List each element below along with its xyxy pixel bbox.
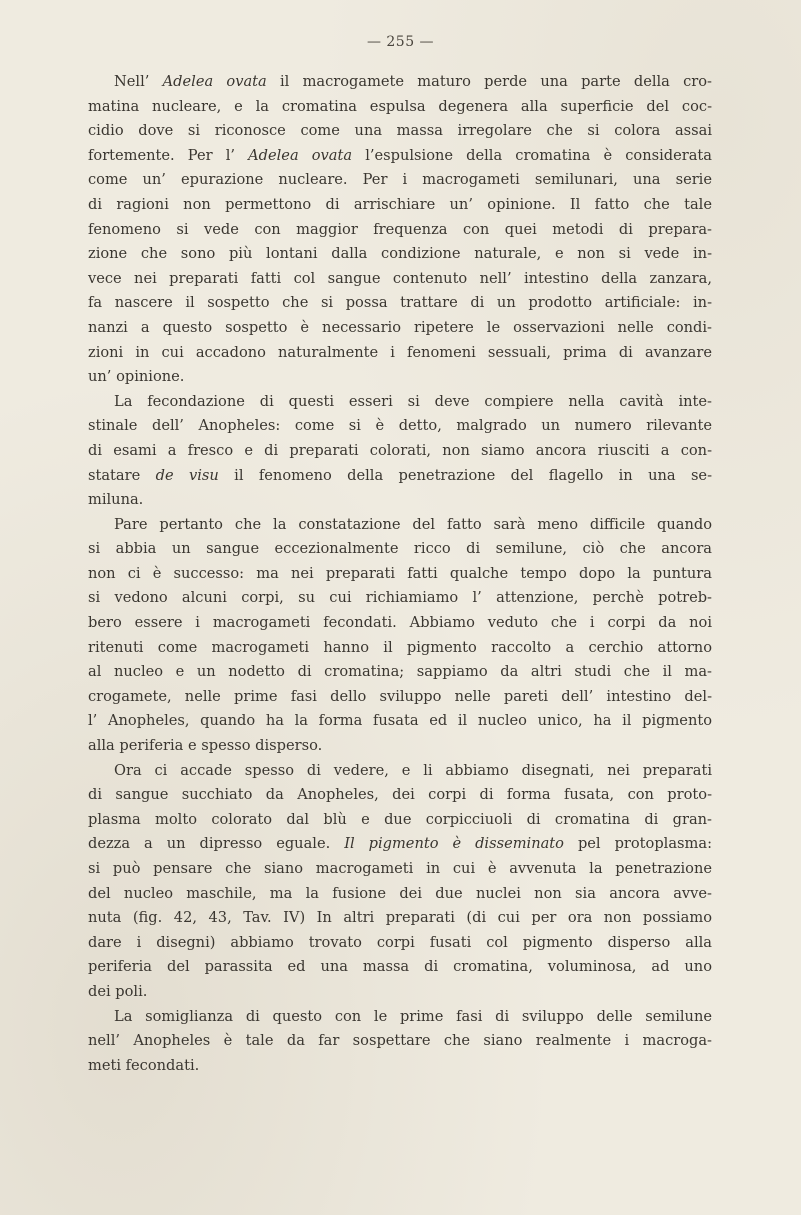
text-line xyxy=(88,759,712,784)
text-segment: pel protoplasma: xyxy=(563,835,712,853)
text-segment: non ci è successo: ma nei preparati fatti qualche tempo dopo la puntura xyxy=(88,564,712,582)
text-line xyxy=(88,242,712,267)
text-line xyxy=(88,611,712,636)
text-line xyxy=(88,168,712,193)
italic-text: Il pigmento è disseminato xyxy=(344,835,564,853)
italic-text: de visu xyxy=(155,466,219,484)
text-line xyxy=(88,906,712,931)
text-line xyxy=(88,955,712,980)
text-segment: l’espulsione della cromatina è considerata xyxy=(352,146,712,164)
text-segment: meti fecondati. xyxy=(88,1056,200,1074)
text-segment: miluna. xyxy=(88,491,144,509)
text-line xyxy=(88,660,712,685)
text-line xyxy=(88,488,712,513)
text-line xyxy=(88,931,712,956)
paragraph xyxy=(88,759,712,1005)
text-segment: ritenuti come macrogameti hanno il pigmento raccolto a cerchio attorno xyxy=(88,638,712,656)
text-line xyxy=(88,341,712,366)
text-line xyxy=(88,119,712,144)
text-segment: un’ opinione. xyxy=(88,368,185,386)
text-line xyxy=(88,586,712,611)
text-segment: di ragioni non permettono di arrischiare un’ opinione. Il fatto che tale xyxy=(88,195,712,213)
text-segment: al nucleo e un nodetto di cromatina; sappiamo da altri studi che il ma- xyxy=(88,663,712,681)
text-line xyxy=(88,70,712,95)
italic-text: Adelea ovata xyxy=(162,73,267,90)
text-line xyxy=(88,414,712,439)
text-line xyxy=(88,857,712,882)
text-segment: stinale dell’ Anopheles: come si è detto, malgrado un numero rilevante xyxy=(88,417,712,435)
text-line xyxy=(88,316,712,341)
text-line xyxy=(88,1054,712,1079)
text-segment: matina nucleare, e la cromatina espulsa degenera alla superficie del coc- xyxy=(88,97,712,115)
text-segment: nanzi a questo sospetto è necessario ripetere le osservazioni nelle condi- xyxy=(88,318,712,336)
text-line xyxy=(88,218,712,243)
paragraph xyxy=(88,513,712,759)
text-line xyxy=(88,783,712,808)
italic-text: Adelea ovata xyxy=(248,146,353,164)
text-segment: bero essere i macrogameti fecondati. Abbiamo veduto che i corpi da noi xyxy=(88,614,712,632)
text-segment: come un’ epurazione nucleare. Per i macrogameti semilunari, una serie xyxy=(88,171,712,189)
text-segment: il fenomeno della penetrazione del flagello in una se- xyxy=(218,466,713,484)
text-line xyxy=(88,537,712,562)
text-segment: nell’ Anopheles è tale da far sospettare che siano realmente i macroga- xyxy=(88,1032,712,1050)
paragraph xyxy=(88,70,712,390)
body-text xyxy=(88,70,712,1078)
text-segment: si vedono alcuni corpi, su cui richiamiamo l’ attenzione, perchè potreb- xyxy=(88,589,712,607)
text-segment: l’ Anopheles, quando ha la forma fusata ed il nucleo unico, ha il pigmento xyxy=(88,712,712,730)
text-segment: nuta (fig. 42, 43, Tav. IV) In altri preparati (di cui per ora non possiamo xyxy=(88,909,712,927)
text-segment: vece nei preparati fatti col sangue contenuto nell’ intestino della zanzara, xyxy=(88,269,712,287)
text-line xyxy=(88,636,712,661)
text-segment: si può pensare che siano macrogameti in cui è avvenuta la penetrazione xyxy=(88,860,712,877)
text-segment: Ora ci accade spesso di vedere, e li abbiamo disegnati, nei preparati xyxy=(114,761,712,779)
text-line xyxy=(88,464,712,489)
text-segment: fortemente. Per l’ xyxy=(88,146,249,164)
text-segment: plasma molto colorato dal blù e due corpicciuoli di cromatina di gran- xyxy=(88,810,712,828)
text-segment: zioni in cui accadono naturalmente i fenomeni sessuali, prima di avanzare xyxy=(88,343,712,361)
text-segment: di sangue succhiato da Anopheles, dei corpi di forma fusata, con proto- xyxy=(88,786,712,804)
text-segment: dare i disegni) abbiamo trovato corpi fusati col pigmento disperso alla xyxy=(88,933,712,951)
page-number: — 255 — xyxy=(366,34,435,50)
text-segment: alla periferia e spesso disperso. xyxy=(88,737,323,755)
text-segment: cidio dove si riconosce come una massa irregolare che si colora assai xyxy=(88,122,712,140)
text-segment: del nucleo maschile, ma la fusione dei due nuclei non sia ancora avve- xyxy=(88,884,712,902)
text-segment: dei poli. xyxy=(88,982,148,1000)
text-segment: crogamete, nelle prime fasi dello sviluppo nelle pareti dell’ intestino del- xyxy=(88,687,712,705)
text-line xyxy=(88,882,712,907)
text-segment: periferia del parassita ed una massa di cromatina, voluminosa, ad uno xyxy=(88,958,712,976)
text-segment: si abbia un sangue eccezionalmente ricco di semilune, ciò che ancora xyxy=(88,540,712,558)
text-line xyxy=(88,980,712,1005)
text-segment: La fecondazione di questi esseri si deve compiere nella cavità inte- xyxy=(114,392,712,410)
text-segment: zione che sono più lontani dalla condizione naturale, e non si vede in- xyxy=(88,245,712,263)
text-segment: statare xyxy=(88,466,156,484)
text-line xyxy=(88,1005,712,1030)
text-line xyxy=(88,685,712,710)
text-line xyxy=(88,439,712,464)
text-segment: di esami a fresco e di preparati colorati, non siamo ancora riusciti a con- xyxy=(88,441,712,459)
text-line xyxy=(88,808,712,833)
text-segment: fa nascere il sospetto che si possa trattare di un prodotto artificiale: in- xyxy=(88,294,712,312)
text-line xyxy=(88,365,712,390)
text-line xyxy=(88,1029,712,1054)
text-line xyxy=(88,709,712,734)
text-line xyxy=(88,95,712,120)
text-line xyxy=(88,832,712,857)
text-line xyxy=(88,513,712,538)
text-line xyxy=(88,267,712,292)
text-line xyxy=(88,734,712,759)
text-line xyxy=(88,390,712,415)
text-segment: il macrogamete maturo perde una parte della cro- xyxy=(266,73,712,90)
paragraph xyxy=(88,390,712,513)
text-segment: La somiglianza di questo con le prime fasi di sviluppo delle semilune xyxy=(114,1007,712,1025)
text-line xyxy=(88,291,712,316)
text-segment: dezza a un dipresso eguale. xyxy=(88,835,345,853)
text-line xyxy=(88,193,712,218)
text-line xyxy=(88,144,712,169)
text-segment: Pare pertanto che la constatazione del fatto sarà meno difficile quando xyxy=(114,515,712,533)
paragraph xyxy=(88,1005,712,1079)
text-segment: fenomeno si vede con maggior frequenza con quei metodi di prepara- xyxy=(88,220,712,238)
text-segment: Nell’ xyxy=(114,73,163,90)
text-line xyxy=(88,562,712,587)
